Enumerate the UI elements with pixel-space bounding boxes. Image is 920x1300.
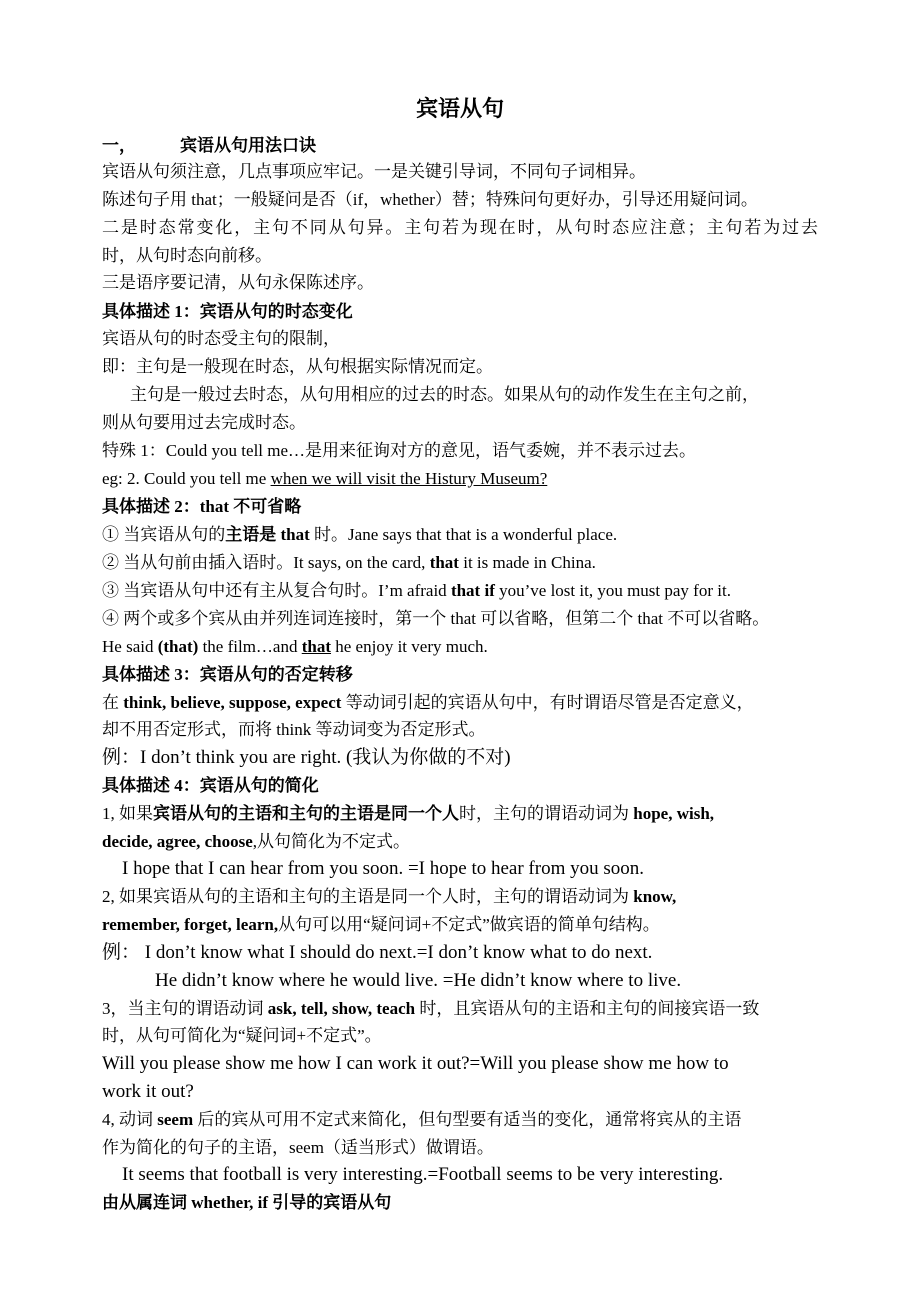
section-title: 宾语从句用法口诀 [180,136,316,155]
text-line [102,831,410,853]
example-line: work it out? [102,1081,194,1102]
subsection-heading: 具体描述 4：宾语从句的简化 [102,776,319,795]
text-span: 时，且宾语从句的主语和主句的间接宾语一致 [415,999,760,1018]
bold-underlined-text: that [301,637,332,656]
text-span: 等动词引起的宾语从句中，有时谓语尽管是否定意义， [341,693,754,712]
text-line: 主句是一般过去时态，从句用相应的过去的时态。如果从句的动作发生在主句之前， [130,385,759,404]
text-span: 4, 动词 [102,1110,158,1129]
example-line: 例： I don’t know what I should do next.=I don’t know what to do next. [102,942,653,963]
list-text: ③ 当宾语从句中还有主从复合句时。I’m afraid [102,581,451,600]
text-line: 三是语序要记清，从句永保陈述序。 [102,273,374,292]
text-line: 宾语从句的时态受主句的限制， [102,329,340,348]
list-text: 时。Jane says that that is a wonderful place. [309,525,618,544]
subsection-heading: 具体描述 1：宾语从句的时态变化 [102,302,353,321]
subsection-heading: 具体描述 3：宾语从句的否定转移 [102,665,353,684]
text-line: 作为简化的句子的主语，seem（适当形式）做谓语。 [102,1138,494,1157]
text-span: 后的宾从可用不定式来简化，但句型要有适当的变化，通常将宾从的主语 [193,1110,742,1129]
text-line [102,692,754,714]
list-item [102,552,596,574]
subsection-heading: 具体描述 2：that 不可省略 [102,497,302,516]
text-line: 二是时态常变化，主句不同从句异。主句若为现在时，从句时态应注意；主句若为过去 [102,218,818,237]
page-title: 宾语从句 [415,96,504,121]
list-text: you’ve lost it, you must pay for it. [494,581,731,600]
text-line: 却不用否定形式，而将 think 等动词变为否定形式。 [102,720,486,739]
list-text: ① 当宾语从句的 [102,525,226,544]
bold-text: seem [157,1110,194,1129]
example-line: He didn’t know where he would live. =He didn’t know where to live. [155,970,682,991]
text-span: ,从句简化为不定式。 [252,832,411,851]
text-line [102,886,676,908]
list-item [102,524,617,546]
text-line: 即：主句是一般现在时态，从句根据实际情况而定。 [102,357,493,376]
text-span: 2, 如果宾语从句的主语和主句的主语是同一个人时，主句的谓语动词为 [102,887,634,906]
list-item: ④ 两个或多个宾从由并列连词连接时，第一个 that 可以省略，但第二个 that 不可以省略。 [102,609,770,628]
list-text: ② 当从句前由插入语时。It says, on the card, [102,553,430,572]
text-line [102,803,714,825]
section-number: 一， [102,136,136,155]
text-line: 陈述句子用 that；一般疑问是否（if，whether）替；特殊问句更好办，引导还用疑问词。 [102,190,758,209]
example-line [102,468,547,490]
bold-text: ask, tell, show, teach [267,999,416,1018]
bold-text: that [429,553,459,572]
bold-text: 主语是 that [225,525,310,544]
text-span: the film…and [198,637,302,656]
section-heading-1 [102,135,316,157]
text-span: 在 [102,693,124,712]
text-line: 特殊 1：Could you tell me…是用来征询对方的意见，语气委婉，并不表示过去。 [102,441,697,460]
text-line [102,998,759,1020]
text-span: 1, 如果 [102,804,153,823]
text-line: 宾语从句须注意，几点事项应牢记。一是关键引导词，不同句子词相异。 [102,162,646,181]
bold-text: remember, forget, learn, [102,915,279,934]
bold-text: (that) [157,637,199,656]
bold-text: think, believe, suppose, expect [123,693,342,712]
subsection-heading: 由从属连词 whether, if 引导的宾语从句 [102,1193,392,1212]
example-line: I hope that I can hear from you soon. =I hope to hear from you soon. [122,858,644,879]
text-line: 时，从句可简化为“疑问词+不定式”。 [102,1026,382,1045]
example-line: Will you please show me how I can work it out?=Will you please show me how to [102,1053,729,1074]
list-text: it is made in China. [458,553,596,572]
bold-text: hope, wish, [633,804,715,823]
underlined-clause: when we will visit the Histury Museum? [270,469,548,488]
example-prefix: eg: 2. Could you tell me [102,469,271,488]
text-span: 3，当主句的谓语动词 [102,999,268,1018]
text-line: 则从句要用过去完成时态。 [102,413,306,432]
text-span: 时，主句的谓语动词为 [459,804,634,823]
text-span: he enjoy it very much. [331,637,488,656]
bold-text: know, [633,887,677,906]
example-line: 例：I don’t think you are right. (我认为你做的不对) [102,747,511,768]
text-span: 从句可以用“疑问词+不定式”做宾语的简单句结构。 [278,915,660,934]
text-span: He said [102,637,158,656]
text-line: 时，从句时态向前移。 [102,246,272,265]
bold-text: that if [450,581,495,600]
list-item [102,580,731,602]
example-line: It seems that football is very interesting.=Football seems to be very interesting. [122,1164,724,1185]
bold-text: decide, agree, choose [102,832,253,851]
example-line [102,636,488,658]
text-line [102,1109,741,1131]
text-line [102,914,660,936]
bold-text: 宾语从句的主语和主句的主语是同一个人 [153,804,459,823]
